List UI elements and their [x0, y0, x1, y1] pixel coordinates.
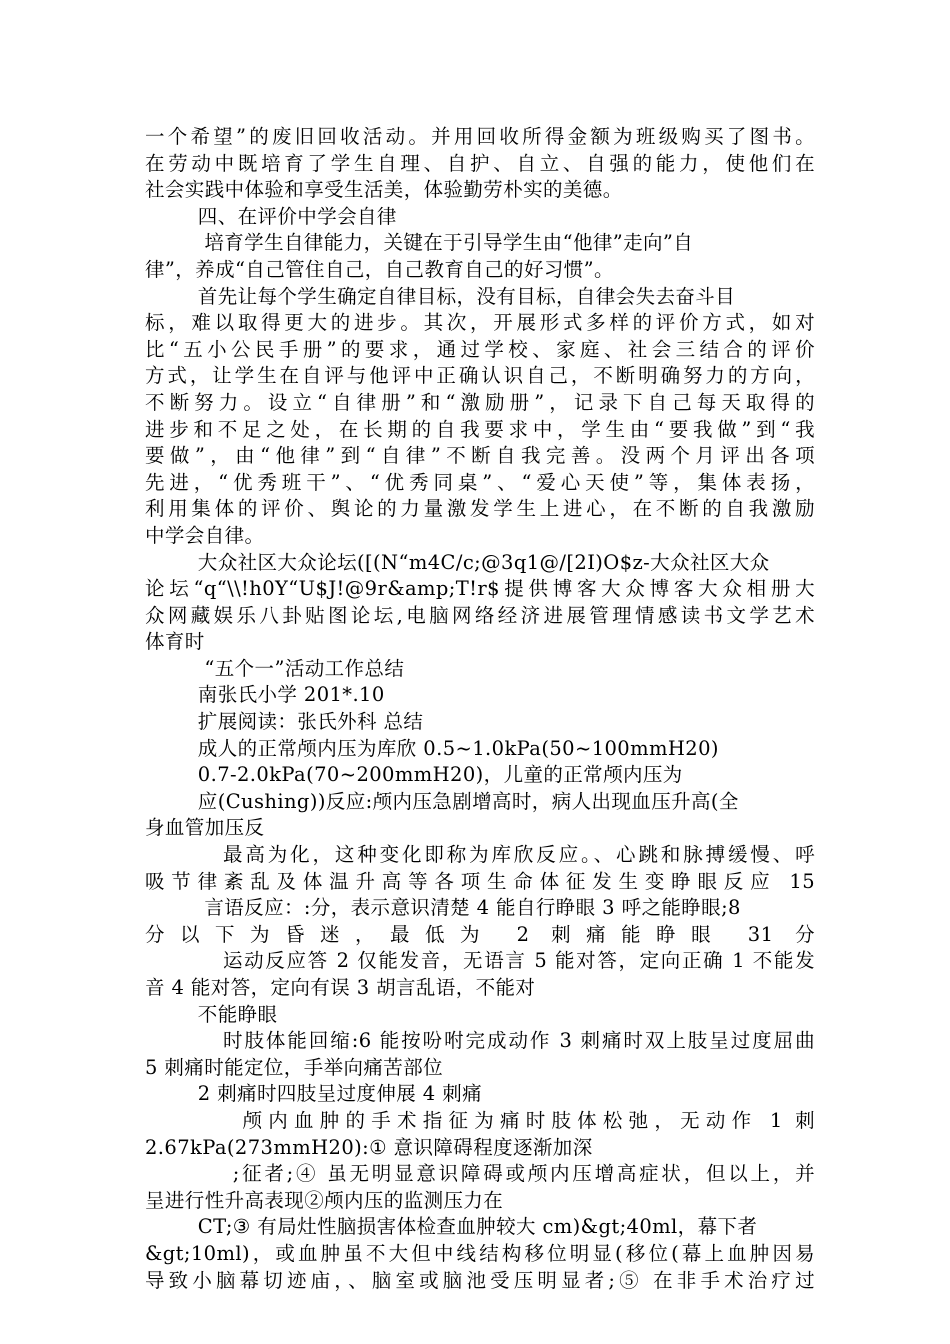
text-line: 标，难以取得更大的进步。其次，开展形式多样的评价方式，如对 — [145, 311, 815, 335]
text-line: 要做”，由“他律”到“自律”不断自我完善。没两个月评出各项 — [145, 444, 815, 468]
text-line: 南张氏小学 201*.10 — [145, 683, 385, 707]
text-line: 大众社区大众论坛([(N“m4C/c;@3q1@/[2I)O$z-大众社区大众 — [145, 550, 770, 574]
text-line: 论坛“q“\\!h0Y“U$J!@9r&amp;T!r$提供博客大众博客大众相册大 — [145, 577, 815, 601]
text-line: 2 刺痛时四肢呈过度伸展 4 刺痛 — [145, 1082, 482, 1106]
text-line: 最高为化，这种变化即称为库欣反应。、心跳和脉搏缓慢、呼 — [223, 843, 815, 867]
text-line: 培育学生自律能力，关键在于引导学生由“他律”走向”自 — [145, 231, 694, 255]
text-line: 0.7-2.0kPa(70~200mmH20)，儿童的正常颅内压为 — [145, 763, 683, 787]
text-line: 应(Cushing))反应:颅内压急剧增高时，病人出现血压升高(全 — [145, 789, 739, 813]
text-line: 方式，让学生在自评与他评中正确认识自己，不断明确努力的方向， — [145, 364, 815, 388]
text-line: 一个希望”的废旧回收活动。并用回收所得金额为班级购买了图书。 — [145, 125, 815, 148]
document-body — [145, 124, 815, 1294]
text-line: 扩展阅读：张氏外科 总结 — [145, 710, 424, 734]
text-line: “五个一”活动工作总结 — [145, 656, 405, 680]
text-line: ;征者;④ 虽无明显意识障碍或颅内压增高症状，但以上，并 — [232, 1162, 815, 1186]
text-line: 颅内血肿的手术指征为痛时肢体松弛，无动作 1 刺 — [242, 1108, 815, 1132]
text-line: 运动反应答 2 仅能发音，无语言 5 能对答，定向正确 1 不能发 — [223, 949, 815, 973]
text-line: 首先让每个学生确定自律目标，没有目标，自律会失去奋斗目 — [145, 284, 736, 308]
text-line: 不断努力。设立“自律册”和“激励册”，记录下自己每天取得的 — [145, 390, 815, 414]
text-line: 体育时 — [145, 630, 205, 654]
text-line: 在劳动中既培育了学生自理、自护、自立、自强的能力，使他们在 — [145, 151, 815, 175]
text-line: 中学会自律。 — [145, 523, 265, 547]
text-line: 社会实践中体验和享受生活美，体验勤劳朴实的美德。 — [145, 178, 623, 202]
text-line: 呈进行性升高表现②颅内压的监测压力在 — [145, 1188, 504, 1212]
text-line: &gt;10ml)，或血肿虽不大但中线结构移位明显(移位(幕上血肿因易 — [145, 1241, 815, 1265]
text-line: CT;③ 有局灶性脑损害体检查血肿较大 cm)&gt;40ml，幕下者 — [145, 1215, 758, 1239]
text-line: 成人的正常颅内压为库欣 0.5~1.0kPa(50~100mmH20) — [145, 736, 719, 760]
text-line: 吸节律紊乱及体温升高等各项生命体征发生变睁眼反应 15 — [145, 869, 815, 893]
text-line: 比“五小公民手册”的要求，通过学校、家庭、社会三结合的评价 — [145, 337, 815, 361]
text-line: 众网藏娱乐八卦贴图论坛,电脑网络经济进展管理情感读书文学艺术 — [145, 603, 815, 627]
text-line: 音 4 能对答，定向有误 3 胡言乱语，不能对 — [145, 976, 536, 999]
text-line: 身血管加压反 — [145, 816, 265, 840]
text-line: 分以下为昏迷，最低为 2 刺痛能睁眼 31 分 — [145, 922, 815, 946]
text-line: 四、在评价中学会自律 — [145, 204, 397, 228]
text-line: 言语反应：:分，表示意识清楚 4 能自行睁眼 3 呼之能睁眼;8 — [145, 896, 741, 920]
text-line: 导致小脑幕切迹庙，、脑室或脑池受压明显者;⑤ 在非手术治疗过 — [145, 1268, 815, 1292]
text-line: 5 刺痛时能定位，手举向痛苦部位 — [145, 1055, 444, 1079]
text-line: 不能睁眼 — [145, 1002, 278, 1026]
text-line: 律”，养成“自己管住自己，自己教育自己的好习惯”。 — [145, 257, 614, 281]
text-line: 先进，“优秀班干”、“优秀同桌”、“爱心天使”等，集体表扬， — [145, 470, 815, 494]
text-line: 2.67kPa(273mmH20):① 意识障碍程度逐渐加深 — [145, 1135, 593, 1159]
text-line: 进步和不足之处，在长期的自我要求中，学生由“要我做”到“我 — [145, 417, 815, 441]
text-line: 时肢体能回缩:6 能按吩咐完成动作 3 刺痛时双上肢呈过度屈曲 — [223, 1029, 815, 1053]
text-line: 利用集体的评价、舆论的力量激发学生上进心，在不断的自我激励 — [145, 497, 815, 521]
